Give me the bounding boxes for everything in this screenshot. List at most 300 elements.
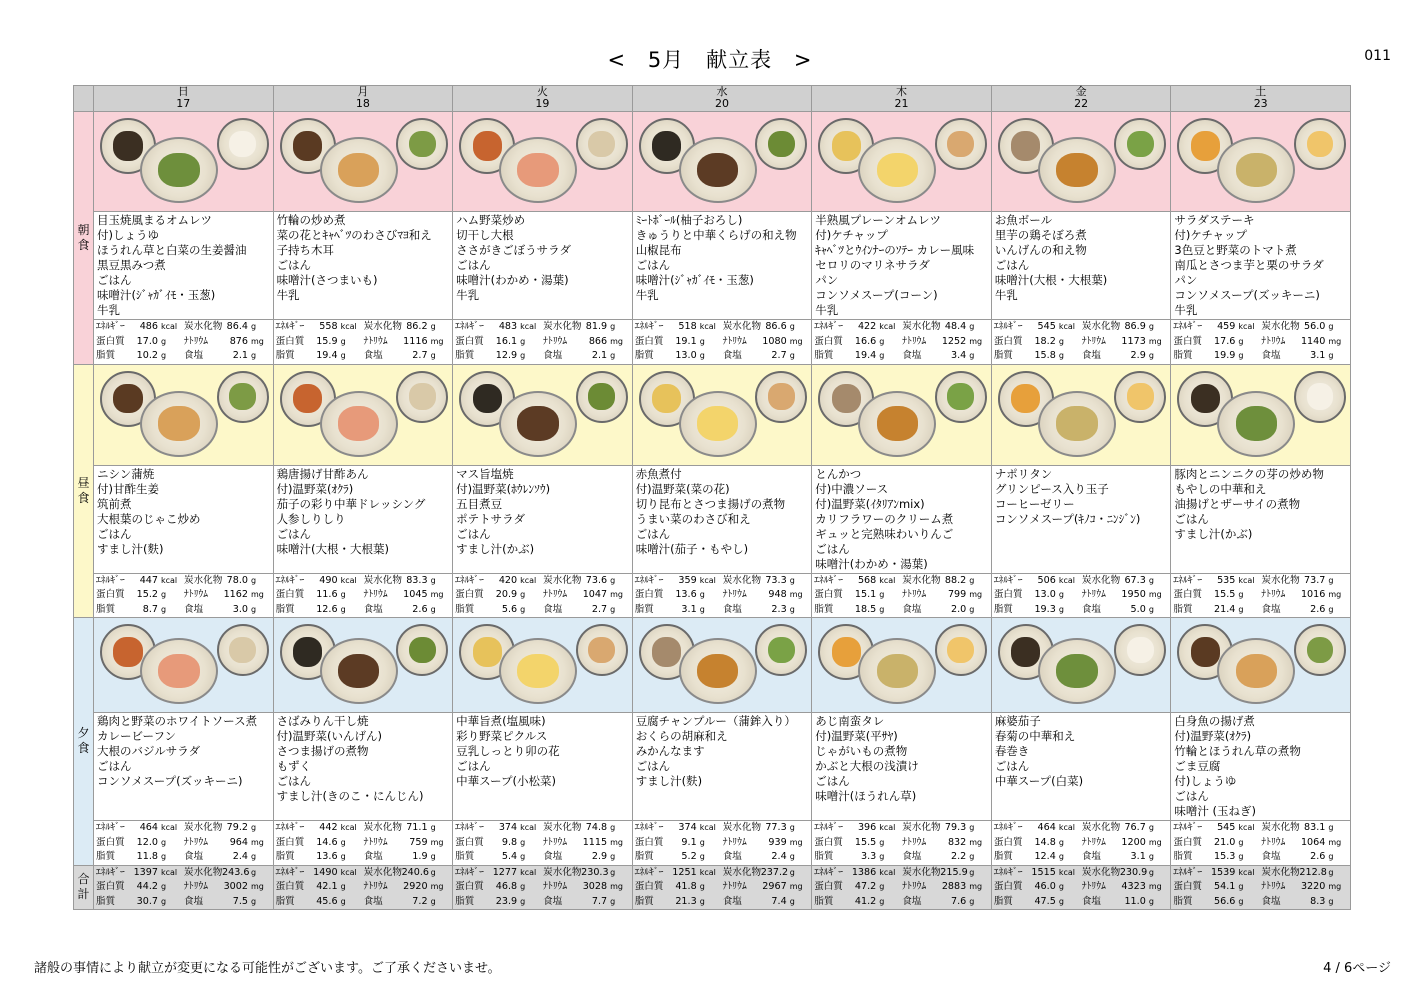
sodium-label: ﾅﾄﾘｳﾑ	[1261, 881, 1286, 892]
salt-label: 食塩	[722, 851, 742, 862]
sodium-label: ﾅﾄﾘｳﾑ	[902, 881, 927, 892]
energy-value: 1277	[492, 866, 518, 878]
carb-label: 炭水化物	[1081, 321, 1121, 332]
carb-label: 炭水化物	[543, 574, 582, 586]
lunch-nutrition-cell	[273, 573, 453, 618]
kcal-unit: kcal	[340, 823, 357, 832]
main-dish-image	[320, 137, 398, 203]
dish-item: ごはん	[994, 258, 1030, 272]
dish-item: コンソメスープ(ｷﾉｺ・ﾆﾝｼﾞﾝ)	[994, 511, 1141, 526]
protein-value: 17.0	[136, 335, 158, 347]
protein-label: 蛋白質	[275, 335, 305, 347]
mg-unit: mg	[1328, 590, 1342, 599]
sodium-label: ﾅﾄﾘｳﾑ	[184, 589, 208, 600]
dinner-dish-cell	[991, 713, 1171, 821]
lunch-nutrition-cell	[453, 573, 633, 618]
energy-label: ｴﾈﾙｷﾞｰ	[96, 822, 125, 833]
protein-value: 46.8	[495, 881, 518, 892]
fat-label: 脂質	[814, 851, 834, 862]
page-header	[0, 44, 1425, 74]
side-dish-image	[755, 624, 807, 676]
nutrition-grid	[812, 821, 991, 865]
mg-unit: mg	[610, 336, 623, 346]
g-unit: g	[1328, 604, 1334, 614]
mg-unit: mg	[789, 837, 803, 847]
lunch-dish-cell	[991, 465, 1171, 573]
mg-unit: mg	[610, 590, 623, 599]
salt-value: 11.0	[1124, 895, 1146, 907]
dish-item: 味噌汁 (玉ねぎ)	[1174, 804, 1257, 818]
dish-item: ごはん	[635, 258, 671, 272]
side-dish-image	[1294, 371, 1346, 423]
protein-label: 蛋白質	[1173, 589, 1203, 600]
day-header-row	[74, 86, 1351, 112]
dish-list	[453, 212, 632, 304]
dish-item: マス旨塩焼	[456, 466, 514, 481]
g-unit: g	[610, 823, 616, 832]
protein-label: 蛋白質	[993, 335, 1023, 347]
energy-value: 422	[857, 321, 877, 332]
dish-item: 豆腐チャンプルー（蒲鉾入り）	[635, 714, 796, 728]
fat-label: 脂質	[993, 350, 1013, 361]
dish-item: 山椒昆布	[635, 243, 682, 257]
breakfast-label: 朝食	[74, 112, 94, 365]
g-unit: g	[699, 837, 705, 847]
nutrition-grid	[1171, 320, 1350, 364]
energy-label: ｴﾈﾙｷﾞｰ	[1173, 574, 1203, 586]
meal-photo	[812, 365, 991, 465]
carb-label: 炭水化物	[543, 321, 582, 332]
energy-value: 1251	[672, 866, 697, 878]
g-unit: g	[251, 604, 257, 614]
carb-label: 炭水化物	[722, 574, 762, 586]
protein-label: 蛋白質	[455, 589, 484, 600]
dish-item: 目玉焼風まるオムレツ	[97, 213, 212, 227]
kcal-unit: kcal	[1238, 575, 1255, 585]
dish-list	[992, 212, 1171, 304]
salt-label: 食塩	[722, 350, 742, 361]
g-unit: g	[610, 867, 616, 877]
lunch-nutrition-cell	[1171, 573, 1351, 618]
fat-label: 脂質	[275, 851, 295, 862]
g-unit: g	[251, 322, 257, 331]
dish-item: 大根葉のじゃこ炒め	[97, 511, 201, 526]
kcal-unit: kcal	[161, 867, 178, 877]
sodium-label: ﾅﾄﾘｳﾑ	[363, 335, 388, 347]
dish-item: とんかつ	[815, 466, 862, 481]
dish-item: 付)温野菜(ｵｸﾗ)	[1174, 729, 1252, 743]
g-unit: g	[340, 837, 346, 847]
salt-value: 1.9	[412, 851, 428, 862]
mg-unit: mg	[1148, 590, 1162, 599]
protein-value: 42.1	[316, 881, 338, 892]
dish-item: 3色豆と野菜のトマト煮	[1174, 243, 1297, 257]
dish-item: あじ南蛮タレ	[815, 714, 885, 728]
dish-item: ごはん	[97, 526, 132, 541]
carb-label: 炭水化物	[543, 822, 582, 833]
side-dish-image	[217, 371, 269, 423]
fat-value: 18.5	[854, 603, 877, 615]
kcal-unit: kcal	[699, 575, 716, 585]
lunch-dish-cell	[632, 465, 812, 573]
side-dish-image	[935, 118, 987, 170]
energy-label: ｴﾈﾙｷﾞｰ	[993, 574, 1023, 586]
dish-item: ごはん	[456, 258, 491, 272]
fat-value: 47.5	[1034, 895, 1056, 907]
g-unit: g	[161, 837, 167, 847]
mg-unit: mg	[1148, 882, 1162, 891]
g-unit: g	[251, 867, 257, 877]
fat-value: 19.9	[1214, 350, 1236, 361]
meal-photo	[274, 365, 453, 465]
g-unit: g	[340, 896, 346, 906]
g-unit: g	[610, 322, 616, 331]
fat-label: 脂質	[455, 603, 475, 615]
meal-photo	[992, 112, 1171, 211]
energy-label: ｴﾈﾙｷﾞｰ	[275, 822, 305, 833]
kcal-unit: kcal	[699, 867, 716, 877]
dish-item: 牛乳	[635, 288, 659, 302]
dish-item: 付)しょうゆ	[97, 228, 159, 242]
g-unit: g	[161, 896, 167, 906]
protein-value: 14.6	[316, 836, 338, 848]
sodium-label: ﾅﾄﾘｳﾑ	[1261, 836, 1286, 848]
carb-value: 86.9	[1124, 321, 1146, 332]
g-unit: g	[969, 322, 975, 331]
dish-item: ポテトサラダ	[456, 511, 526, 526]
dish-item: 鶏唐揚げ甘酢あん	[276, 466, 369, 481]
main-dish-image	[1217, 638, 1295, 704]
salt-label: 食塩	[722, 895, 742, 907]
g-unit: g	[879, 351, 885, 360]
dinner-dish-row	[74, 713, 1351, 821]
g-unit: g	[789, 896, 795, 906]
dinner-nutrition-cell	[812, 821, 992, 866]
kcal-unit: kcal	[1058, 322, 1075, 331]
dish-item: 大根のバジルサラダ	[97, 744, 201, 758]
mg-unit: mg	[1148, 837, 1162, 847]
g-unit: g	[879, 837, 885, 847]
carb-label: 炭水化物	[902, 321, 941, 332]
protein-label: 蛋白質	[275, 589, 305, 600]
carb-label: 炭水化物	[722, 822, 762, 833]
salt-label: 食塩	[1261, 350, 1281, 361]
side-dish-image	[755, 371, 807, 423]
dish-item: ｷｬﾍﾞﾂとｳｲﾝﾅｰのｿﾃｰ カレー風味	[815, 243, 975, 257]
sodium-label: ﾅﾄﾘｳﾑ	[184, 335, 208, 347]
dish-item: 味噌汁(茄子・もやし)	[635, 541, 749, 556]
dish-item: 赤魚煮付	[635, 466, 682, 481]
salt-label: 食塩	[363, 350, 383, 361]
dish-item: すまし汁(麩)	[97, 541, 164, 556]
dinner-nutrition-cell	[1171, 821, 1351, 866]
fat-value: 23.9	[495, 895, 518, 907]
dish-item: パン	[1174, 273, 1198, 287]
fat-label: 脂質	[96, 851, 116, 862]
protein-label: 蛋白質	[455, 881, 484, 892]
g-unit: g	[879, 896, 885, 906]
g-unit: g	[1328, 823, 1334, 832]
energy-label: ｴﾈﾙｷﾞｰ	[1173, 822, 1203, 833]
salt-label: 食塩	[902, 350, 922, 361]
dish-item: ごはん	[994, 759, 1030, 773]
salt-value: 7.2	[412, 895, 428, 907]
salt-label: 食塩	[1081, 851, 1101, 862]
dish-list	[453, 713, 632, 790]
sodium-value: 1252	[941, 335, 967, 347]
carb-value: 78.0	[226, 574, 248, 586]
sodium-value: 1016	[1300, 589, 1326, 600]
g-unit: g	[1058, 882, 1064, 891]
mg-unit: mg	[969, 882, 983, 891]
protein-label: 蛋白質	[634, 589, 664, 600]
g-unit: g	[520, 882, 526, 891]
carb-label: 炭水化物	[543, 866, 582, 878]
sodium-label: ﾅﾄﾘｳﾑ	[902, 589, 927, 600]
salt-label: 食塩	[363, 851, 383, 862]
dish-item: パン	[815, 273, 839, 287]
meal-photo	[94, 112, 273, 211]
dish-list	[274, 466, 453, 558]
main-dish-image	[140, 638, 218, 704]
nutrition-grid	[812, 320, 991, 364]
sodium-value: 1173	[1121, 335, 1146, 347]
sodium-label: ﾅﾄﾘｳﾑ	[184, 836, 208, 848]
kcal-unit: kcal	[161, 322, 178, 331]
g-unit: g	[879, 852, 885, 861]
fat-label: 脂質	[1173, 895, 1193, 907]
dish-item: コンソメスープ(ズッキーニ)	[1174, 288, 1320, 302]
protein-label: 蛋白質	[1173, 881, 1203, 892]
nutrition-grid	[274, 574, 453, 618]
lunch-photo-cell	[94, 364, 274, 465]
meal-photo	[94, 365, 273, 465]
g-unit: g	[1058, 896, 1064, 906]
protein-label: 蛋白質	[96, 335, 125, 347]
salt-label: 食塩	[1261, 895, 1281, 907]
fat-value: 56.6	[1214, 895, 1236, 907]
g-unit: g	[520, 604, 526, 614]
fat-label: 脂質	[634, 851, 654, 862]
breakfast-photo-cell	[94, 112, 274, 212]
sodium-value: 1080	[762, 335, 787, 347]
g-unit: g	[789, 823, 795, 832]
lunch-dish-cell	[453, 465, 633, 573]
protein-label: 蛋白質	[634, 836, 664, 848]
dish-item: カリフラワーのクリーム煮	[815, 511, 954, 526]
g-unit: g	[1148, 322, 1154, 331]
dish-item: じゃがいもの煮物	[815, 744, 908, 758]
mg-unit: mg	[610, 837, 623, 847]
protein-value: 17.6	[1214, 335, 1236, 347]
sodium-value: 3028	[582, 881, 608, 892]
g-unit: g	[969, 867, 975, 877]
nutrition-grid	[1171, 574, 1350, 618]
protein-label: 蛋白質	[814, 335, 844, 347]
day-header-1	[273, 86, 453, 112]
carb-label: 炭水化物	[902, 866, 941, 878]
dish-item: ほうれん草と白菜の生姜醤油	[97, 243, 247, 257]
side-dish-image	[1114, 371, 1166, 423]
lunch-nutrition-cell	[812, 573, 992, 618]
energy-label: ｴﾈﾙｷﾞｰ	[275, 321, 305, 332]
salt-label: 食塩	[184, 603, 204, 615]
dish-item: ごはん	[815, 774, 850, 788]
breakfast-nutrition-cell	[94, 320, 274, 365]
mg-unit: mg	[251, 336, 264, 346]
breakfast-nutrition-cell	[273, 320, 453, 365]
g-unit: g	[699, 590, 705, 599]
carb-label: 炭水化物	[363, 574, 402, 586]
sodium-value: 1140	[1300, 335, 1326, 347]
lunch-photo-cell	[453, 364, 633, 465]
breakfast-nutrition-cell	[632, 320, 812, 365]
dish-item: すまし汁(かぶ)	[1174, 526, 1253, 541]
fat-label: 脂質	[455, 350, 475, 361]
salt-value: 7.7	[591, 895, 608, 907]
kcal-unit: kcal	[699, 322, 716, 331]
nutrition-grid	[274, 320, 453, 364]
carb-value: 67.3	[1124, 574, 1146, 586]
dish-item: コンソメスープ(コーン)	[815, 288, 938, 302]
mg-unit: mg	[251, 590, 264, 599]
nutrition-grid	[633, 821, 812, 865]
fat-value: 30.7	[136, 895, 158, 907]
dish-item: 麻婆茄子	[994, 714, 1041, 728]
dinner-photo-row	[74, 618, 1351, 713]
title-text: 5月 献立表	[647, 48, 773, 72]
dish-item: ごはん	[1174, 789, 1209, 803]
energy-value: 535	[1217, 574, 1236, 586]
dish-item: 里芋の鶏そぼろ煮	[994, 228, 1087, 242]
energy-value: 506	[1037, 574, 1056, 586]
breakfast-dish-cell	[812, 212, 992, 320]
kcal-unit: kcal	[161, 575, 178, 585]
dinner-photo-cell	[273, 618, 453, 713]
sodium-value: 3002	[223, 881, 248, 892]
sodium-label: ﾅﾄﾘｳﾑ	[543, 881, 568, 892]
side-dish-image	[935, 624, 987, 676]
protein-label: 蛋白質	[993, 836, 1023, 848]
g-unit: g	[1058, 604, 1064, 614]
mg-unit: mg	[430, 336, 444, 346]
dish-item: 牛乳	[994, 288, 1018, 302]
kcal-unit: kcal	[1238, 823, 1255, 832]
dish-list	[94, 713, 273, 790]
dish-list	[633, 212, 812, 304]
dish-item: ごま豆腐	[1174, 759, 1221, 773]
lunch-photo-cell	[632, 364, 812, 465]
protein-value: 11.6	[316, 589, 338, 600]
side-dish-image	[396, 371, 448, 423]
meal-photo	[453, 618, 632, 712]
g-unit: g	[1148, 896, 1154, 906]
protein-value: 15.9	[316, 335, 338, 347]
salt-label: 食塩	[902, 895, 922, 907]
dish-item: ハム野菜炒め	[456, 213, 526, 227]
kcal-unit: kcal	[1058, 867, 1075, 877]
main-dish-image	[858, 391, 936, 457]
energy-label: ｴﾈﾙｷﾞｰ	[814, 866, 844, 878]
meal-photo	[812, 618, 991, 712]
carb-value: 74.8	[585, 822, 608, 833]
mg-unit: mg	[1328, 837, 1342, 847]
dish-item: 油揚げとザーサイの煮物	[1174, 496, 1301, 511]
mg-unit: mg	[969, 837, 983, 847]
g-unit: g	[969, 575, 975, 585]
next-month-button[interactable]: >	[793, 48, 813, 72]
sodium-value: 2920	[403, 881, 428, 892]
dish-list	[453, 466, 632, 558]
carb-value: 215.9	[940, 866, 968, 878]
day-date: 22	[1074, 97, 1089, 110]
g-unit: g	[251, 823, 257, 832]
g-unit: g	[1328, 896, 1334, 906]
nutrition-grid	[94, 320, 273, 364]
dish-list	[94, 466, 273, 558]
g-unit: g	[340, 590, 346, 599]
fat-label: 脂質	[634, 895, 654, 907]
protein-value: 21.0	[1214, 836, 1236, 848]
energy-label: ｴﾈﾙｷﾞｰ	[455, 321, 484, 332]
dinner-dish-cell	[1171, 713, 1351, 821]
protein-label: 蛋白質	[814, 589, 844, 600]
fat-label: 脂質	[96, 895, 116, 907]
dish-item: 味噌汁(ｼﾞｬｶﾞｲﾓ・玉葱)	[635, 273, 754, 287]
salt-value: 7.6	[950, 895, 967, 907]
dinner-dish-cell	[453, 713, 633, 821]
dish-item: ごはん	[276, 526, 312, 541]
salt-label: 食塩	[1081, 895, 1101, 907]
dish-item: 春巻き	[994, 744, 1030, 758]
salt-label: 食塩	[1261, 851, 1281, 862]
kcal-unit: kcal	[520, 823, 537, 832]
sodium-label: ﾅﾄﾘｳﾑ	[543, 836, 568, 848]
sodium-value: 3220	[1300, 881, 1326, 892]
carb-label: 炭水化物	[1081, 866, 1121, 878]
lunch-dish-cell	[812, 465, 992, 573]
kcal-unit: kcal	[340, 867, 357, 877]
dish-item: すまし汁(きのこ・にんじん)	[276, 789, 424, 803]
sodium-value: 832	[947, 836, 967, 848]
protein-value: 14.8	[1034, 836, 1056, 848]
dish-item: セロリのマリネサラダ	[815, 258, 930, 272]
main-dish-image	[499, 391, 577, 457]
protein-value: 41.8	[675, 881, 697, 892]
energy-value: 486	[139, 321, 158, 332]
salt-value: 2.1	[591, 350, 608, 361]
g-unit: g	[699, 351, 705, 360]
dish-item: 味噌汁(わかめ・湯葉)	[456, 273, 569, 287]
dish-list	[1171, 212, 1350, 319]
lunch-dish-cell	[1171, 465, 1351, 573]
g-unit: g	[699, 882, 705, 891]
footer-note: 諸般の事情により献立が変更になる可能性がございます。ご了承くださいませ。	[34, 961, 501, 976]
prev-month-button[interactable]: <	[607, 48, 627, 72]
mg-unit: mg	[1328, 882, 1342, 891]
dinner-dish-cell	[94, 713, 274, 821]
dish-item: お魚ボール	[994, 213, 1053, 227]
dinner-dish-cell	[632, 713, 812, 821]
nutrition-grid	[274, 866, 453, 910]
sodium-value: 876	[229, 335, 248, 347]
dish-item: ごはん	[276, 258, 312, 272]
main-dish-image	[1038, 137, 1116, 203]
dish-item: 豆乳しっとり卯の花	[456, 744, 560, 758]
g-unit: g	[1328, 867, 1334, 877]
main-dish-image	[679, 638, 757, 704]
fat-label: 脂質	[1173, 350, 1193, 361]
